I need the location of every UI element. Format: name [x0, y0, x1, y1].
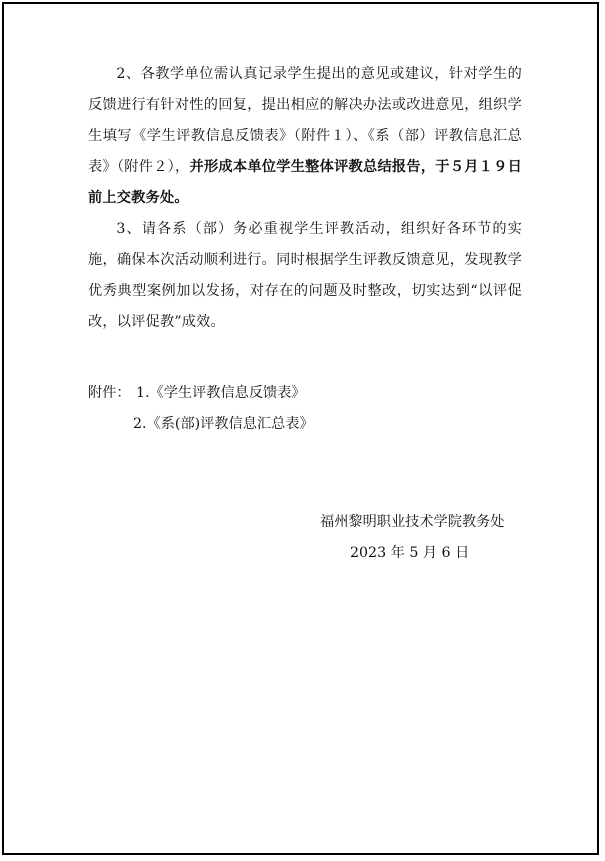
- attachments-section: [88, 378, 314, 440]
- signature-date: 2023 年 5 月 6 日: [350, 545, 470, 561]
- attachments-label: 附件：: [88, 385, 131, 401]
- attachment-row-2: [88, 409, 314, 440]
- paragraph-item-2-text: 2、各教学单位需认真记录学生提出的意见或建议，针对学生的反馈进行有针对性的回复，提出相应的解决办法或改进意见，组织学生填写《学生评教信息反馈表》（附件１）、《系（部）评教信息汇总表》（附件２），: [88, 66, 522, 175]
- attachment-row-1: [88, 378, 314, 409]
- attachment-item-2: 2.《系(部)评教信息汇总表》: [133, 416, 314, 432]
- paragraph-item-2-bold-text: 并形成本单位学生整体评教总结报告，于５月１９日前上交教务处。: [88, 159, 522, 206]
- paragraph-item-3: 3、请各系（部）务必重视学生评教活动，组织好各环节的实施，确保本次活动顺利进行。同时根据学生评教反馈意见，发现教学优秀典型案例加以发扬，对存在的问题及时整改，切实达到“以评促改，以评促教”成效。: [88, 221, 522, 330]
- document-body: [88, 59, 522, 338]
- attachment-indent: [88, 409, 133, 440]
- attachment-item-1: 1.《学生评教信息反馈表》: [136, 385, 306, 401]
- paragraph-item-2: [88, 59, 522, 214]
- signature-block: [320, 507, 520, 569]
- signature-organization: 福州黎明职业技术学院教务处: [320, 514, 505, 530]
